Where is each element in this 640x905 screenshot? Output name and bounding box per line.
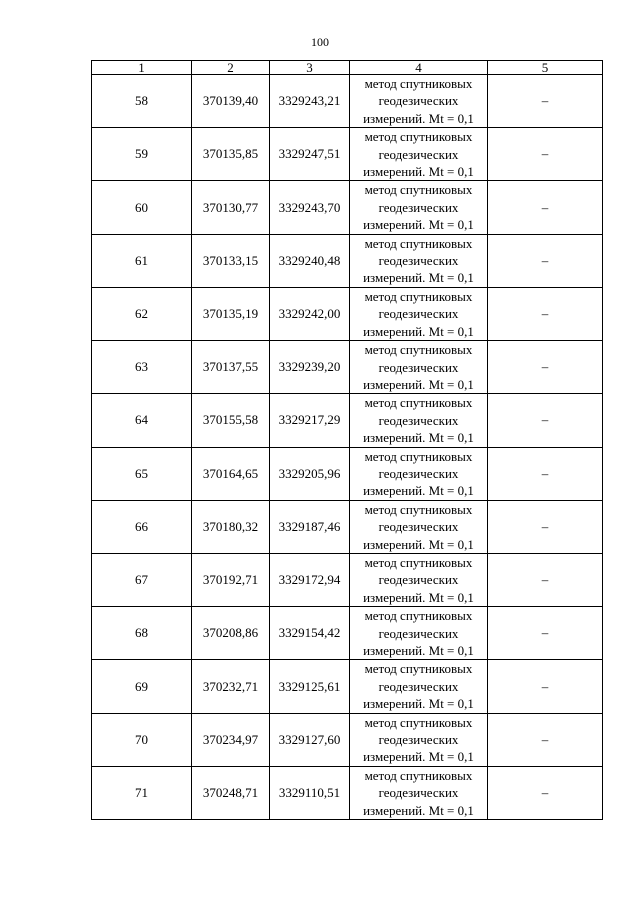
- note-cell: –: [488, 553, 603, 606]
- note-cell: –: [488, 713, 603, 766]
- method-text-line: измерений. Mt = 0,1: [363, 696, 474, 712]
- method-text-line: геодезических: [378, 146, 459, 162]
- table-row: [92, 128, 603, 181]
- method-text-line: измерений. Mt = 0,1: [363, 749, 474, 765]
- x-coordinate-cell: 370208,86: [192, 607, 270, 660]
- point-number-cell: 69: [92, 660, 192, 713]
- note-cell: –: [488, 766, 603, 819]
- table-row: [92, 287, 603, 340]
- table-row: [92, 394, 603, 447]
- table-body: [92, 75, 603, 820]
- y-coordinate-cell: 3329243,21: [270, 75, 350, 128]
- method-cell: [350, 287, 488, 340]
- point-number-cell: 58: [92, 75, 192, 128]
- column-header: 1: [92, 61, 192, 75]
- method-text-line: измерений. Mt = 0,1: [363, 376, 474, 392]
- method-cell: [350, 394, 488, 447]
- y-coordinate-cell: 3329243,70: [270, 181, 350, 234]
- x-coordinate-cell: 370135,19: [192, 287, 270, 340]
- method-text-line: метод спутниковых: [364, 235, 473, 251]
- point-number-cell: 61: [92, 234, 192, 287]
- table-row: [92, 234, 603, 287]
- method-text-line: метод спутниковых: [364, 342, 473, 358]
- method-cell: [350, 234, 488, 287]
- method-text-line: измерений. Mt = 0,1: [363, 643, 474, 658]
- x-coordinate-cell: 370139,40: [192, 75, 270, 128]
- method-text-line: метод спутниковых: [364, 448, 473, 464]
- note-cell: –: [488, 181, 603, 234]
- method-cell: [350, 607, 488, 660]
- x-coordinate-cell: 370135,85: [192, 128, 270, 181]
- table-row: [92, 181, 603, 234]
- method-cell: [350, 500, 488, 553]
- method-text-line: метод спутниковых: [364, 182, 473, 198]
- method-cell: [350, 553, 488, 606]
- x-coordinate-cell: 370133,15: [192, 234, 270, 287]
- x-coordinate-cell: 370248,71: [192, 766, 270, 819]
- table-row: [92, 660, 603, 713]
- method-cell: [350, 447, 488, 500]
- note-cell: –: [488, 660, 603, 713]
- method-text-line: метод спутниковых: [364, 714, 473, 730]
- point-number-cell: 67: [92, 553, 192, 606]
- note-cell: –: [488, 287, 603, 340]
- x-coordinate-cell: 370130,77: [192, 181, 270, 234]
- method-text-line: метод спутниковых: [364, 501, 473, 517]
- point-number-cell: 71: [92, 766, 192, 819]
- column-header: 3: [270, 61, 350, 75]
- y-coordinate-cell: 3329127,60: [270, 713, 350, 766]
- method-text-line: метод спутниковых: [364, 76, 473, 91]
- note-cell: –: [488, 75, 603, 128]
- table-row: [92, 447, 603, 500]
- table-row: [92, 607, 603, 660]
- table-row: [92, 713, 603, 766]
- table-row: [92, 766, 603, 819]
- method-text-line: геодезических: [378, 93, 459, 109]
- method-cell: [350, 766, 488, 819]
- method-text-line: геодезических: [378, 625, 459, 641]
- method-text-line: геодезических: [378, 306, 459, 322]
- method-cell: [350, 341, 488, 394]
- point-number-cell: 62: [92, 287, 192, 340]
- column-header: 2: [192, 61, 270, 75]
- point-number-cell: 64: [92, 394, 192, 447]
- method-text-line: геодезических: [378, 359, 459, 375]
- method-text-line: метод спутниковых: [364, 288, 473, 304]
- point-number-cell: 66: [92, 500, 192, 553]
- point-number-cell: 70: [92, 713, 192, 766]
- y-coordinate-cell: 3329239,20: [270, 341, 350, 394]
- method-text-line: измерений. Mt = 0,1: [363, 589, 474, 605]
- method-text-line: геодезических: [378, 732, 459, 748]
- y-coordinate-cell: 3329205,96: [270, 447, 350, 500]
- method-text-line: метод спутниковых: [364, 129, 473, 145]
- method-text-line: измерений. Mt = 0,1: [363, 110, 474, 126]
- method-text-line: метод спутниковых: [364, 608, 473, 624]
- method-text-line: измерений. Mt = 0,1: [363, 802, 474, 818]
- method-text-line: измерений. Mt = 0,1: [363, 483, 474, 499]
- x-coordinate-cell: 370137,55: [192, 341, 270, 394]
- method-text-line: геодезических: [378, 678, 459, 694]
- table-row: [92, 553, 603, 606]
- method-text-line: метод спутниковых: [364, 767, 473, 783]
- y-coordinate-cell: 3329172,94: [270, 553, 350, 606]
- table-row: [92, 341, 603, 394]
- y-coordinate-cell: 3329242,00: [270, 287, 350, 340]
- point-number-cell: 65: [92, 447, 192, 500]
- method-cell: [350, 128, 488, 181]
- y-coordinate-cell: 3329240,48: [270, 234, 350, 287]
- y-coordinate-cell: 3329217,29: [270, 394, 350, 447]
- method-text-line: измерений. Mt = 0,1: [363, 430, 474, 446]
- method-text-line: геодезических: [378, 572, 459, 588]
- table-row: [92, 500, 603, 553]
- note-cell: –: [488, 447, 603, 500]
- x-coordinate-cell: 370234,97: [192, 713, 270, 766]
- method-cell: [350, 713, 488, 766]
- x-coordinate-cell: 370180,32: [192, 500, 270, 553]
- point-number-cell: 68: [92, 607, 192, 660]
- point-number-cell: 63: [92, 341, 192, 394]
- note-cell: –: [488, 341, 603, 394]
- page-number: 100: [311, 35, 329, 49]
- x-coordinate-cell: 370164,65: [192, 447, 270, 500]
- method-text-line: метод спутниковых: [364, 661, 473, 677]
- point-number-cell: 59: [92, 128, 192, 181]
- y-coordinate-cell: 3329110,51: [270, 766, 350, 819]
- method-cell: [350, 75, 488, 128]
- table-header-row: [92, 61, 603, 75]
- y-coordinate-cell: 3329187,46: [270, 500, 350, 553]
- method-text-line: метод спутниковых: [364, 554, 473, 570]
- column-header: 4: [350, 61, 488, 75]
- x-coordinate-cell: 370192,71: [192, 553, 270, 606]
- y-coordinate-cell: 3329247,51: [270, 128, 350, 181]
- method-text-line: геодезических: [378, 519, 459, 535]
- x-coordinate-cell: 370155,58: [192, 394, 270, 447]
- note-cell: –: [488, 394, 603, 447]
- note-cell: –: [488, 234, 603, 287]
- method-cell: [350, 181, 488, 234]
- y-coordinate-cell: 3329125,61: [270, 660, 350, 713]
- method-text-line: измерений. Mt = 0,1: [363, 217, 474, 233]
- table-row: [92, 75, 603, 128]
- method-text-line: геодезических: [378, 412, 459, 428]
- method-text-line: метод спутниковых: [364, 395, 473, 411]
- method-text-line: измерений. Mt = 0,1: [363, 323, 474, 339]
- method-text-line: измерений. Mt = 0,1: [363, 270, 474, 286]
- method-text-line: геодезических: [378, 199, 459, 215]
- method-cell: [350, 660, 488, 713]
- method-text-line: геодезических: [378, 253, 459, 269]
- note-cell: –: [488, 500, 603, 553]
- note-cell: –: [488, 128, 603, 181]
- method-text-line: измерений. Mt = 0,1: [363, 164, 474, 180]
- method-text-line: геодезических: [378, 785, 459, 801]
- y-coordinate-cell: 3329154,42: [270, 607, 350, 660]
- coordinates-table: [91, 60, 603, 820]
- x-coordinate-cell: 370232,71: [192, 660, 270, 713]
- column-header: 5: [488, 61, 603, 75]
- note-cell: –: [488, 607, 603, 660]
- point-number-cell: 60: [92, 181, 192, 234]
- method-text-line: измерений. Mt = 0,1: [363, 536, 474, 552]
- method-text-line: геодезических: [378, 465, 459, 481]
